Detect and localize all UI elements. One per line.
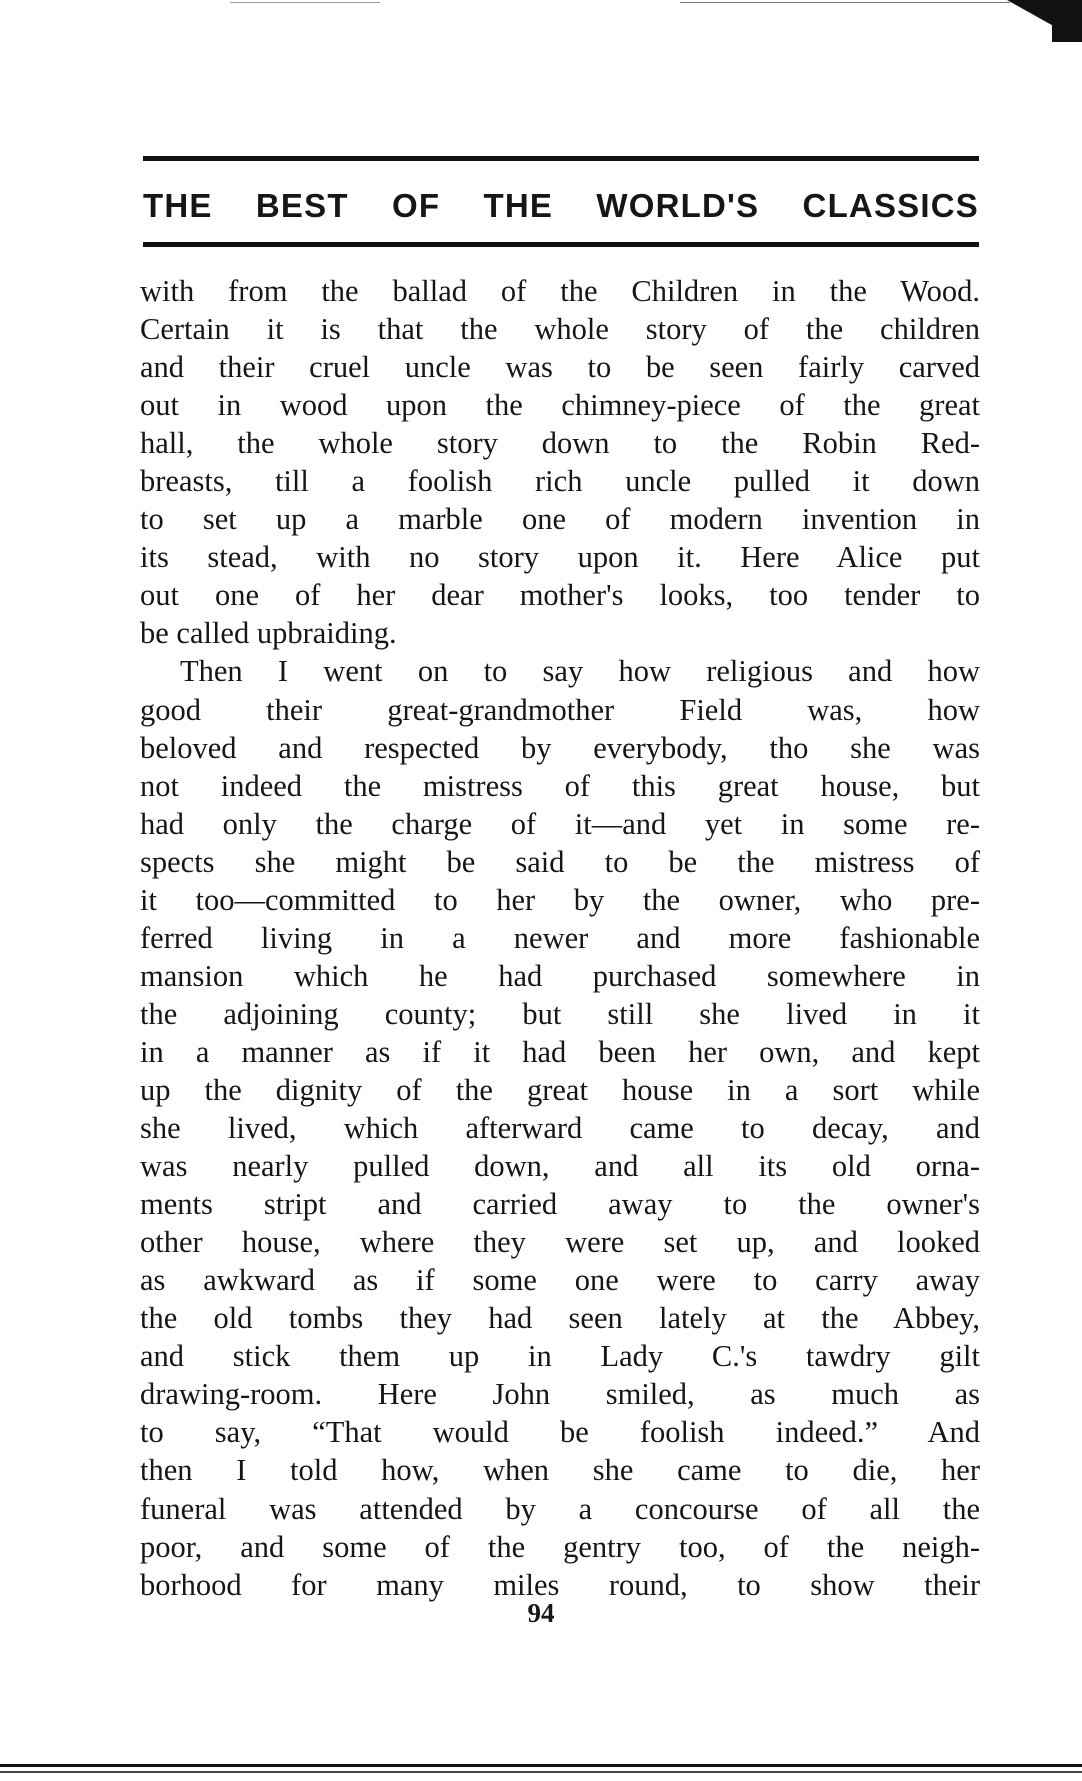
header-rule-top [143, 156, 979, 161]
text-line: ferred living in a newer and more fashionable [140, 920, 980, 955]
text-line: and stick them up in Lady C.'s tawdry gilt [140, 1339, 980, 1374]
text-line: mansion which he had purchased somewhere in [140, 958, 980, 993]
text-line: to set up a marble one of modern invention in [140, 502, 980, 537]
text-line: beloved and respected by everybody, tho she was [140, 730, 980, 765]
text-line: in a manner as if it had been her own, and kept [140, 1034, 980, 1069]
text-line: other house, where they were set up, and looked [140, 1225, 980, 1260]
text-line: the old tombs they had seen lately at the Abbey, [140, 1301, 980, 1336]
scan-artifact-bottom-edge-lower [0, 1771, 1082, 1773]
text-line: good their great-grandmother Field was, how [140, 692, 980, 727]
text-line: with from the ballad of the Children in the Wood. [140, 274, 980, 308]
text-line: borhood for many miles round, to show their [140, 1567, 980, 1602]
text-line: hall, the whole story down to the Robin Red- [140, 426, 980, 461]
text-line: drawing-room. Here John smiled, as much as [140, 1377, 980, 1412]
text-line: it too—committed to her by the owner, who pre- [140, 882, 980, 917]
scan-artifact-bottom-edge [0, 1764, 1082, 1767]
text-line: poor, and some of the gentry too, of the neigh- [140, 1529, 980, 1564]
text-line: Certain it is that the whole story of the children [140, 312, 980, 347]
text-line-paragraph-end: be called upbraiding. [140, 616, 397, 651]
text-line: to say, “That would be foolish indeed.” And [140, 1415, 980, 1450]
text-line: ments stript and carried away to the owner's [140, 1187, 980, 1222]
text-line: funeral was attended by a concourse of all the [140, 1491, 980, 1526]
text-line: then I told how, when she came to die, her [140, 1453, 980, 1488]
scan-artifact-corner-bar [1052, 0, 1082, 42]
text-line: had only the charge of it—and yet in some re- [140, 806, 980, 841]
text-line: out in wood upon the chimney-piece of the great [140, 388, 980, 423]
text-line: out one of her dear mother's looks, too tender to [140, 578, 980, 613]
text-line: not indeed the mistress of this great house, but [140, 768, 980, 803]
text-line: was nearly pulled down, and all its old orna- [140, 1149, 980, 1184]
text-line: as awkward as if some one were to carry away [140, 1263, 980, 1298]
scan-artifact-top-left [230, 2, 380, 3]
text-line: the adjoining county; but still she lived in it [140, 996, 980, 1031]
text-line: spects she might be said to be the mistress of [140, 844, 980, 879]
text-line-paragraph-start: Then I went on to say how religious and how [180, 654, 980, 689]
page-number: 94 [527, 1598, 555, 1628]
text-line: she lived, which afterward came to decay, and [140, 1111, 980, 1146]
text-line: up the dignity of the great house in a sort while [140, 1072, 980, 1107]
running-head: THE BEST OF THE WORLD'S CLASSICS [143, 187, 979, 224]
scan-artifact-top-right [680, 2, 1010, 3]
text-line: its stead, with no story upon it. Here Alice put [140, 540, 980, 575]
text-line: and their cruel uncle was to be seen fairly carved [140, 350, 980, 385]
body-text [140, 272, 980, 1604]
header-rule-bottom [143, 242, 979, 247]
text-line: breasts, till a foolish rich uncle pulled it down [140, 464, 980, 499]
